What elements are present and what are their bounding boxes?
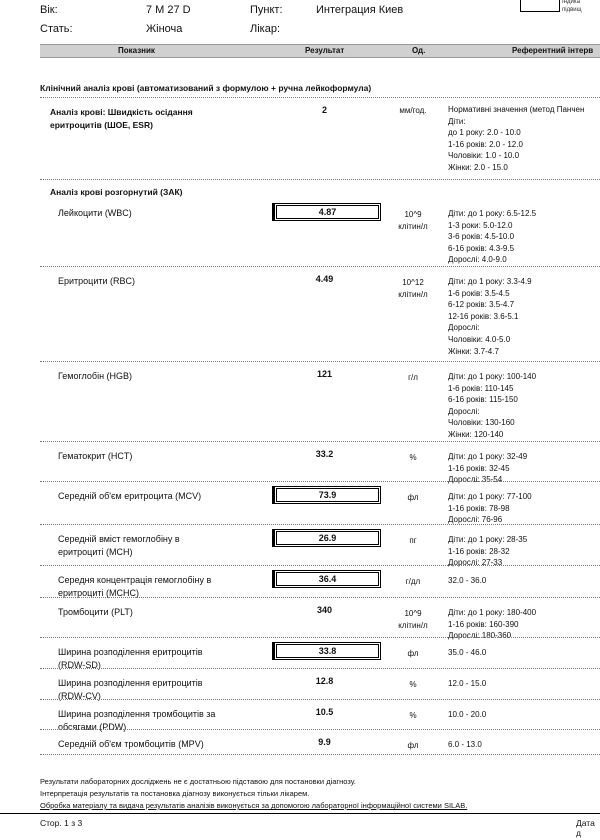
age-value: 7 М 27 D bbox=[146, 4, 191, 16]
header-reference: Референтний інтерв bbox=[512, 46, 594, 55]
page-number: Стор. 1 з 3 bbox=[40, 818, 83, 828]
divider bbox=[40, 754, 600, 755]
doctor-label: Лікар: bbox=[250, 23, 281, 35]
result-value: 33.2 bbox=[315, 449, 334, 459]
reference-line: Чоловіки: 4.0-5.0 bbox=[448, 335, 511, 344]
reference-line: 6-16 років: 4.3-9.5 bbox=[448, 243, 515, 253]
esr-unit: мм/год. bbox=[399, 106, 427, 115]
row-label: Лейкоцити (WBC) bbox=[58, 208, 132, 218]
divider bbox=[40, 97, 600, 98]
reference-line: 12.0 - 15.0 bbox=[448, 679, 487, 688]
esr-reference-line: Діти: bbox=[448, 116, 466, 126]
divider bbox=[40, 729, 600, 730]
point-value: Интеграция Киев bbox=[316, 4, 404, 16]
row-label: (RDW-CV) bbox=[58, 691, 101, 701]
row-label: Середній об'єм тромбоцитів (MPV) bbox=[58, 739, 204, 749]
reference-line: Дорослі: 180-360 bbox=[448, 631, 512, 641]
unit-label: клітин/л bbox=[398, 222, 428, 231]
unit-label: 10^9 bbox=[404, 210, 422, 219]
header-indicator: Показник bbox=[118, 46, 155, 55]
point-label: Пункт: bbox=[250, 4, 283, 16]
row-label: еритроциті (MCH) bbox=[58, 547, 133, 557]
subsection-title: Аналіз крові розгорнутий (ЗАК) bbox=[50, 187, 183, 197]
footer-note-3: Обробка матеріалу та видача результатів аналізів виконується за допомогою лабораторної інформаційної системи SILAB. bbox=[40, 801, 468, 810]
reference-line: 1-16 років: 28-32 bbox=[448, 546, 510, 556]
result-value: 9.9 bbox=[318, 737, 331, 747]
age-label: Вік: bbox=[40, 4, 58, 16]
row-label: Гемоглобін (HGB) bbox=[58, 371, 133, 381]
reference-line: Діти: до 1 року: 28-35 bbox=[448, 535, 528, 544]
row-label: Ширина розподілення еритроцитів bbox=[58, 647, 203, 657]
divider bbox=[40, 597, 600, 598]
reference-line: Жінки: 3.7-4.7 bbox=[448, 346, 499, 356]
flagged-result-value: 36.4 bbox=[272, 570, 381, 588]
row-label: еритроциті (MCHC) bbox=[58, 588, 139, 598]
reference-line: 1-6 років: 3.5-4.5 bbox=[448, 288, 510, 298]
reference-line: 1-16 років: 160-390 bbox=[448, 619, 519, 629]
reference-line: 1-6 років: 110-145 bbox=[448, 383, 514, 393]
reference-line: Дорослі: bbox=[448, 406, 480, 416]
reference-line: 12-16 років: 3.6-5.1 bbox=[448, 311, 519, 321]
divider bbox=[40, 481, 600, 482]
reference-line: 1-16 років: 32-45 bbox=[448, 463, 510, 473]
esr-reference-line: Нормативні значення (метод Панчен bbox=[448, 105, 585, 114]
row-label: Еритроцити (RBC) bbox=[58, 276, 135, 286]
reference-line: 6.0 - 13.0 bbox=[448, 740, 482, 749]
esr-reference-line: Чоловіки: 1.0 - 10.0 bbox=[448, 151, 520, 161]
indicator-legend-box bbox=[520, 0, 560, 12]
divider bbox=[40, 565, 600, 566]
reference-line: Діти: до 1 року: 6.5-12.5 bbox=[448, 209, 537, 218]
legend-note-1: Індика bbox=[562, 0, 580, 5]
unit-label: г/л bbox=[408, 373, 418, 382]
unit-label: % bbox=[409, 680, 417, 689]
sex-label: Стать: bbox=[40, 23, 73, 35]
unit-label: г/дл bbox=[405, 577, 421, 586]
flagged-result-value: 26.9 bbox=[272, 529, 381, 547]
footer-note-1: Результати лабораторних досліджень не є достатньою підставою для постановки діагнозу. bbox=[40, 777, 356, 786]
result-value: 12.8 bbox=[315, 676, 334, 686]
row-label: Ширина розподілення еритроцитів bbox=[58, 678, 203, 688]
flagged-result-value: 33.8 bbox=[272, 642, 381, 660]
result-value: 4.49 bbox=[315, 274, 334, 284]
table-header bbox=[40, 44, 600, 58]
divider bbox=[40, 699, 600, 700]
reference-line: 1-16 років: 78-98 bbox=[448, 503, 510, 513]
unit-label: 10^12 bbox=[402, 278, 424, 287]
reference-line: Діти: до 1 року: 100-140 bbox=[448, 372, 537, 381]
reference-line: Діти: до 1 року: 180-400 bbox=[448, 608, 537, 617]
esr-label-2: еритроцитів (ШОЕ, ESR) bbox=[50, 120, 153, 130]
reference-line: Дорослі: 35-54 bbox=[448, 475, 503, 485]
footer-line bbox=[0, 813, 600, 814]
reference-line: 3-6 років: 4.5-10.0 bbox=[448, 232, 515, 242]
row-label: (RDW-SD) bbox=[58, 660, 101, 670]
unit-label: пг bbox=[409, 536, 417, 545]
divider bbox=[40, 668, 600, 669]
row-label: Середня концентрація гемоглобіну в bbox=[58, 575, 212, 585]
reference-line: 10.0 - 20.0 bbox=[448, 710, 487, 719]
result-value: 340 bbox=[316, 605, 333, 615]
divider bbox=[40, 361, 600, 362]
unit-label: % bbox=[409, 453, 417, 462]
row-label: Гематокрит (HCT) bbox=[58, 451, 133, 461]
reference-line: Дорослі: bbox=[448, 323, 480, 333]
divider bbox=[40, 179, 600, 180]
unit-label: фл bbox=[407, 741, 419, 750]
divider bbox=[40, 266, 600, 267]
flagged-result-value: 73.9 bbox=[272, 486, 381, 504]
esr-reference-line: до 1 року: 2.0 - 10.0 bbox=[448, 128, 521, 138]
reference-line: Діти: до 1 року: 32-49 bbox=[448, 452, 528, 461]
reference-line: Дорослі: 27-33 bbox=[448, 558, 503, 568]
reference-line: Дорослі: 76-96 bbox=[448, 515, 503, 525]
section-title: Клінічний аналіз крові (автоматизований з формулою + ручна лейкоформула) bbox=[40, 83, 372, 93]
unit-label: фл bbox=[407, 649, 419, 658]
row-label: Тромбоцити (PLT) bbox=[58, 607, 133, 617]
legend-note-2: підвищ bbox=[562, 7, 582, 13]
esr-label-1: Аналіз крові: Швидкість осідання bbox=[50, 107, 193, 117]
result-value: 121 bbox=[316, 369, 333, 379]
esr-reference-line: 1-16 років: 2.0 - 12.0 bbox=[448, 139, 523, 149]
unit-label: фл bbox=[407, 493, 419, 502]
header-unit: Од. bbox=[412, 46, 426, 55]
row-label: Середній об'єм еритроцита (MCV) bbox=[58, 491, 202, 501]
sex-value: Жіноча bbox=[146, 23, 183, 35]
reference-line: 1-3 роки: 5.0-12.0 bbox=[448, 220, 513, 230]
reference-line: 6-12 років: 3.5-4.7 bbox=[448, 300, 515, 310]
unit-label: % bbox=[409, 711, 417, 720]
reference-line: 6-16 років: 115-150 bbox=[448, 395, 518, 405]
esr-reference-line: Жінки: 2.0 - 15.0 bbox=[448, 163, 508, 172]
result-value: 10.5 bbox=[315, 707, 334, 717]
unit-label: 10^9 bbox=[404, 609, 422, 618]
unit-label: клітин/л bbox=[398, 621, 428, 630]
reference-line: Дорослі: 4.0-9.0 bbox=[448, 255, 507, 265]
reference-line: Діти: до 1 року: 77-100 bbox=[448, 492, 532, 501]
divider bbox=[40, 637, 600, 638]
divider bbox=[40, 441, 600, 442]
row-label: Середній вміст гемоглобіну в bbox=[58, 534, 180, 544]
row-label: Ширина розподілення тромбоцитів за bbox=[58, 709, 216, 719]
date-label: Дата д bbox=[576, 818, 595, 838]
esr-result: 2 bbox=[321, 105, 327, 115]
reference-line: 32.0 - 36.0 bbox=[448, 576, 487, 585]
reference-line: 35.0 - 46.0 bbox=[448, 648, 487, 657]
row-label: обсягами (PDW) bbox=[58, 722, 127, 732]
reference-line: Жінки: 120-140 bbox=[448, 430, 504, 439]
flagged-result-value: 4.87 bbox=[272, 203, 381, 221]
reference-line: Діти: до 1 року: 3.3-4.9 bbox=[448, 277, 532, 286]
footer-note-2: Інтерпретація результатів та постановка діагнозу виконується тільки лікарем. bbox=[40, 789, 310, 798]
divider bbox=[40, 524, 600, 525]
unit-label: клітин/л bbox=[398, 290, 428, 299]
header-result: Результат bbox=[305, 46, 345, 55]
reference-line: Чоловіки: 130-160 bbox=[448, 418, 515, 428]
